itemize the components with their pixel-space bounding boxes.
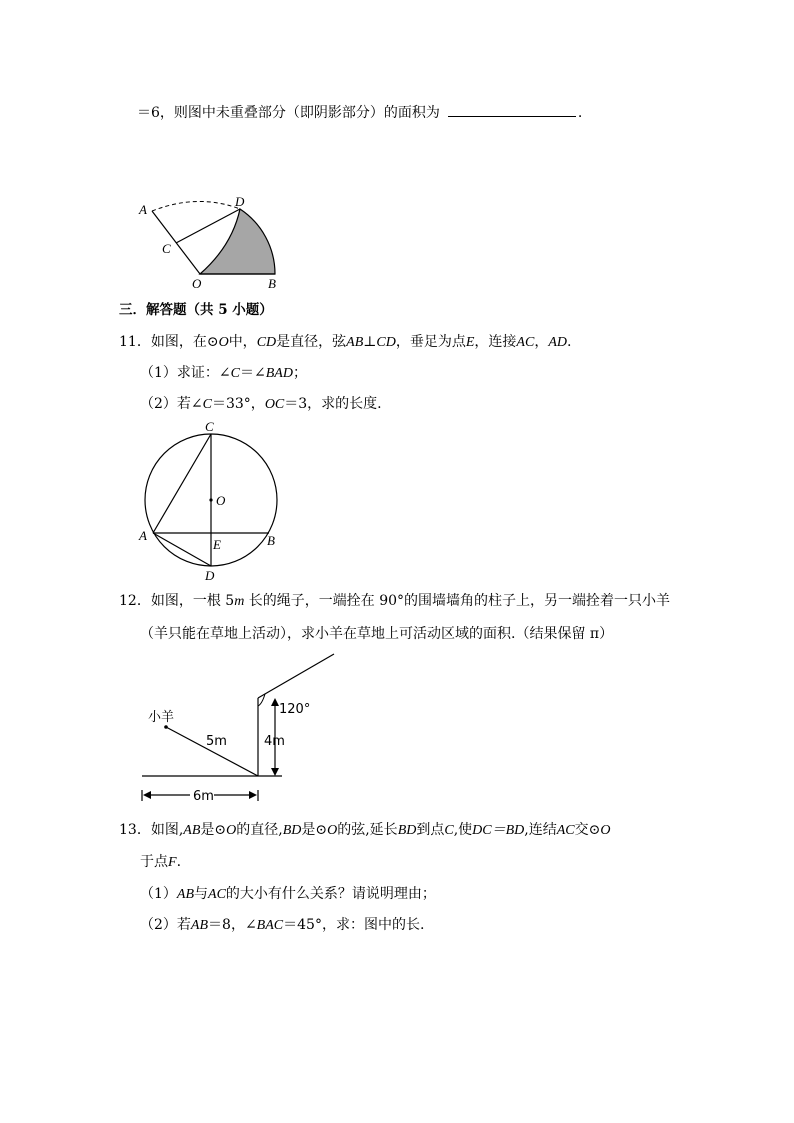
label-A: A	[139, 202, 147, 217]
slanted-wall	[258, 654, 334, 698]
figure-q10	[130, 188, 290, 293]
label-A: A	[139, 528, 147, 543]
q13-line1: 13．如图,AB是⊙O的直径,BD是⊙O的弦,延长BD到点C,使DC＝BD,连结AC交⊙O	[119, 822, 611, 838]
arrow-right-icon	[249, 791, 257, 799]
answer-blank[interactable]	[448, 104, 576, 117]
sheep-dot	[164, 725, 168, 729]
label-angle: 120°	[279, 702, 311, 717]
label-O: O	[216, 493, 226, 508]
arrow-up-icon	[271, 698, 279, 706]
dashed-arc	[152, 201, 240, 211]
label-C: C	[205, 419, 214, 434]
segment-AC	[153, 434, 211, 533]
label-E: E	[213, 537, 221, 552]
q13-part1: （1）AB与AC的大小有什么关系？请说明理由；	[140, 886, 436, 902]
q11-stem: 11．如图，在⊙O中，CD是直径，弦AB⊥CD，垂足为点E，连接AC，AD.	[119, 334, 572, 350]
q11-part2: （2）若∠C＝33°，OC＝3，求的长度.	[140, 396, 382, 412]
label-C: C	[162, 241, 171, 256]
q11-part1: （1）求证：∠C＝∠BAD；	[140, 365, 307, 381]
label-B: B	[267, 533, 275, 548]
label-rope-length: 5m	[206, 734, 227, 749]
arrow-left-icon	[143, 791, 151, 799]
arrow-down-icon	[271, 768, 279, 776]
label-B: B	[268, 276, 276, 291]
q13-line2: 于点F.	[140, 854, 182, 870]
label-D: D	[235, 194, 245, 209]
q13-part2: （2）若AB＝8，∠BAC＝45°，求：图中的长.	[140, 917, 425, 933]
label-base-length: 6m	[193, 789, 214, 804]
figure-q12	[130, 648, 360, 808]
label-O: O	[192, 276, 202, 291]
label-D: D	[205, 568, 215, 583]
center-dot	[209, 498, 212, 501]
q12-line2: （羊只能在草地上活动），求小羊在草地上可活动区域的面积.（结果保留 π）	[140, 626, 614, 642]
segment-AD	[153, 533, 211, 566]
q12-line1: 12．如图，一根 5m 长的绳子，一端拴在 90°的围墙墙角的柱子上，另一端拴着一只小羊	[119, 593, 671, 609]
shaded-region	[200, 209, 275, 274]
figure-q11	[130, 418, 290, 583]
q10-tail-text: ＝6，则图中未重叠部分（即阴影部分）的面积为	[137, 105, 440, 121]
label-wall-height: 4m	[264, 734, 285, 749]
label-sheep: 小羊	[148, 710, 175, 725]
section-heading: 三．解答题（共 5 小题）	[119, 302, 273, 318]
q10-tail-line: ＝6，则图中未重叠部分（即阴影部分）的面积为 .	[137, 105, 583, 121]
